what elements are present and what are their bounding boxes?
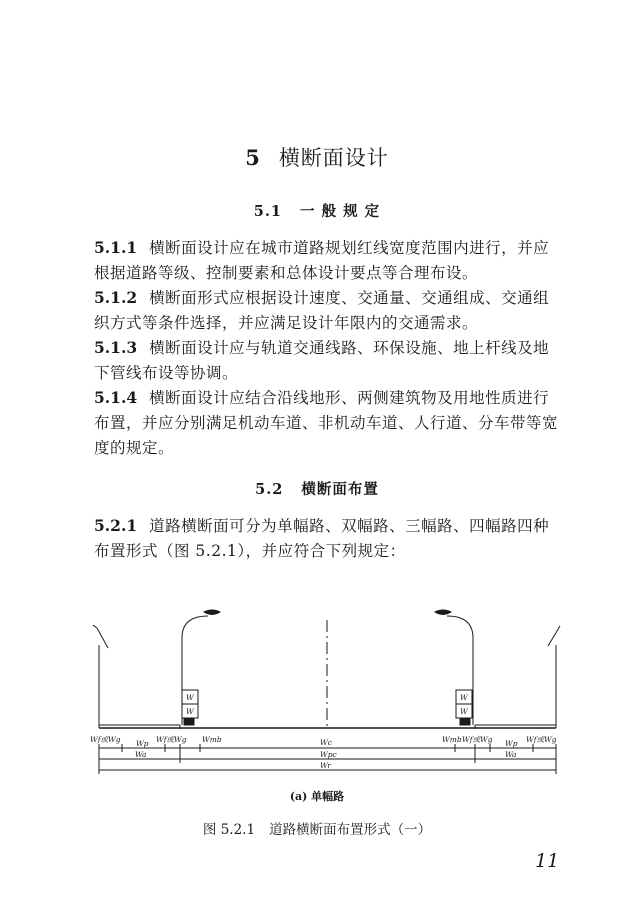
- clause-5-2-1: [94, 513, 560, 564]
- cross-section-figure: [90, 598, 565, 786]
- figure-subcaption: (a) 单幅路: [289, 790, 345, 803]
- clause-text: 横断面形式应根据设计速度、交通量、交通组成、交通组织方式等条件选择，并应满足设计年限内的交通需求。: [94, 289, 550, 332]
- section-title: 一 般 规 定: [300, 203, 381, 220]
- label-right-outer: Wf或Wg: [526, 735, 557, 744]
- clause-number: 5.1.2: [94, 288, 138, 307]
- label-left-outer: Wf或Wg: [90, 735, 121, 744]
- label-wc: Wc: [320, 738, 332, 747]
- clause-text: 横断面设计应结合沿线地形、两侧建筑物及用地性质进行布置，并应分别满足机动车道、非机动车道、人行道、分车带等宽度的规定。: [94, 389, 559, 457]
- right-lamp-head: [435, 610, 451, 615]
- label-wpc: Wpc: [320, 750, 337, 759]
- section-number: 5.1: [253, 203, 283, 220]
- label-wmb-right: Wmb: [442, 735, 462, 744]
- label-wp-left: Wp: [136, 739, 149, 748]
- right-building-line: [548, 626, 560, 646]
- figure-caption-number: 图 5.2.1: [202, 822, 256, 838]
- clause-number: 5.1.4: [94, 388, 138, 407]
- label-wp-right: Wp: [505, 739, 518, 748]
- label-wa-right: Wa: [505, 750, 517, 759]
- label-wr: Wr: [320, 761, 331, 770]
- label-wsc-right: W: [460, 707, 468, 716]
- chapter-title: 横断面设计: [278, 146, 389, 170]
- page-number: 11: [535, 850, 560, 872]
- section-title: 横断面布置: [301, 481, 379, 498]
- clause-5-1-4: [94, 385, 560, 461]
- label-wmb-left: Wmb: [202, 735, 222, 744]
- clause-5-1-2: [94, 285, 560, 336]
- section-number: 5.2: [255, 481, 284, 498]
- clause-text: 道路横断面可分为单幅路、双幅路、三幅路、四幅路四种布置形式（图 5.2.1），并应符合下列规定：: [94, 517, 550, 560]
- chapter-number: 5: [245, 145, 261, 170]
- clause-number: 5.1.1: [94, 238, 138, 257]
- section-heading-5-2: [0, 478, 634, 499]
- clause-text: 横断面设计应与轨道交通线路、环保设施、地上杆线及地下管线布设等协调。: [94, 339, 550, 382]
- section-heading-5-1: [0, 200, 634, 221]
- chapter-heading: [0, 142, 634, 172]
- label-wl-left: W: [186, 693, 194, 702]
- label-wa-left: Wa: [135, 750, 147, 759]
- clause-text: 横断面设计应在城市道路规划红线宽度范围内进行，并应根据道路等级、控制要素和总体设计要点等合理布设。: [94, 239, 550, 282]
- label-wsc-left: W: [186, 707, 194, 716]
- clause-5-1-3: [94, 335, 560, 386]
- label-left-inner: Wf或Wg: [156, 735, 187, 744]
- clause-number: 5.1.3: [94, 338, 138, 357]
- figure-caption: [0, 818, 634, 838]
- clause-number: 5.2.1: [94, 516, 138, 535]
- left-lamp-head: [204, 610, 220, 615]
- clause-5-1-1: [94, 235, 560, 286]
- figure-caption-text: 道路横断面布置形式（一）: [269, 822, 432, 838]
- label-right-inner: Wf或Wg: [462, 735, 493, 744]
- label-wl-right: W: [460, 693, 468, 702]
